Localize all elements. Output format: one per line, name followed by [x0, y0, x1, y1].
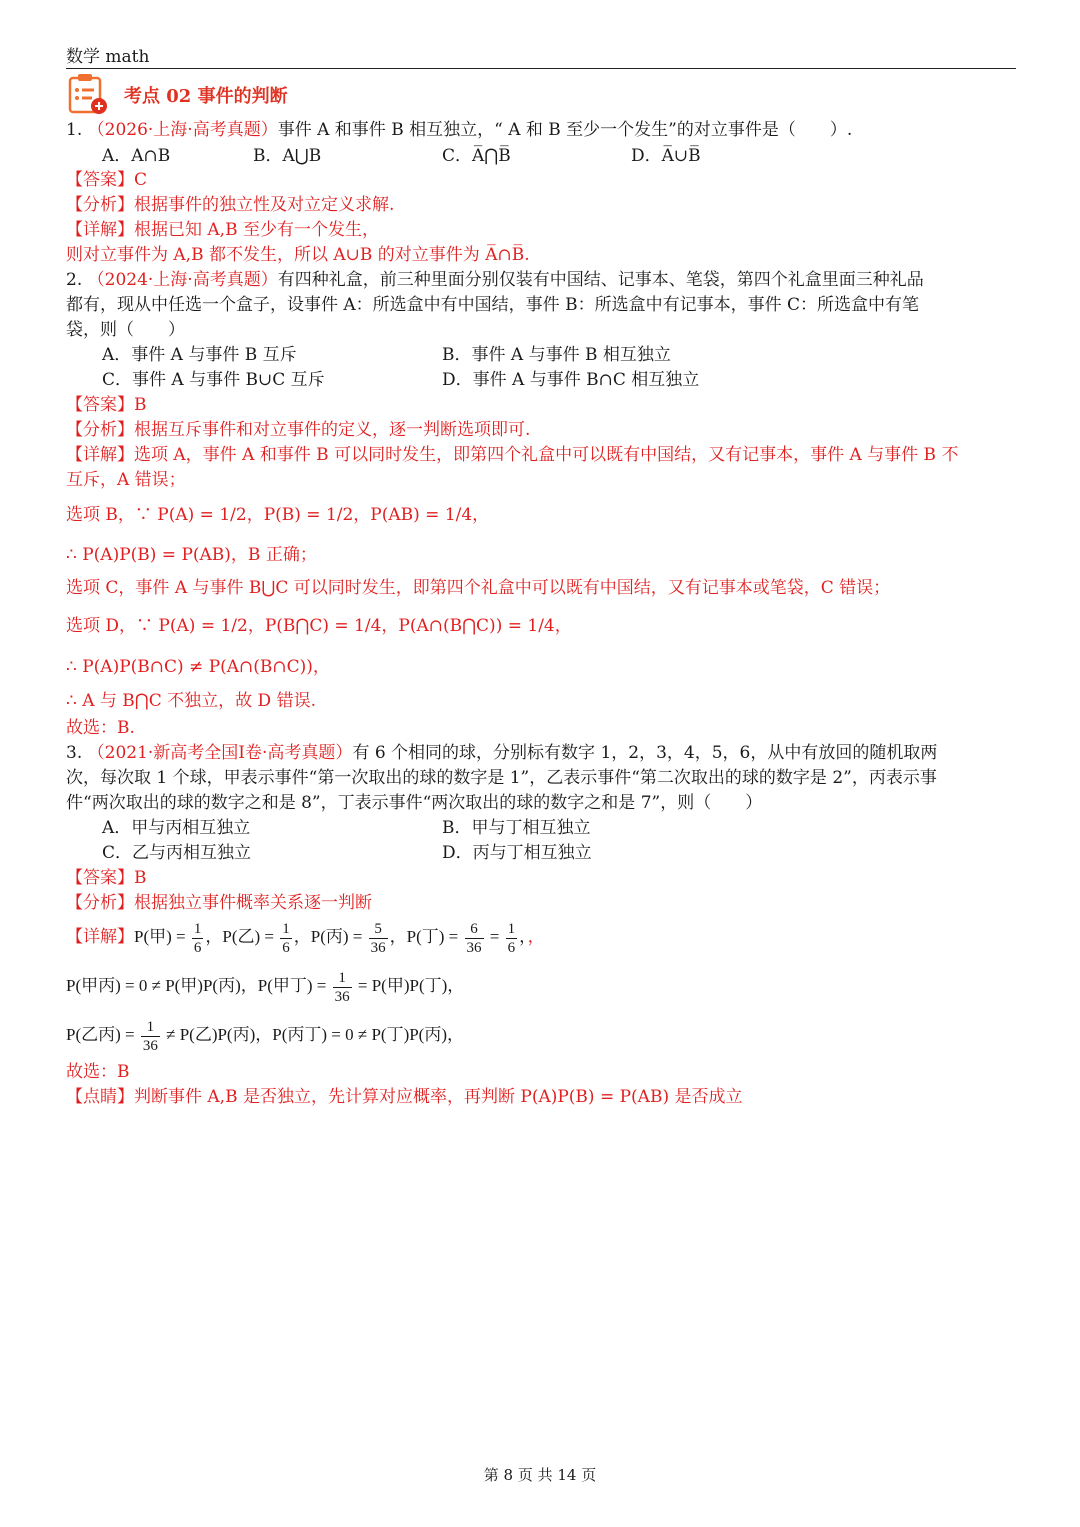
q2-source: （2024·上海·高考真题）: [87, 270, 278, 290]
q3-option-d: D．丙与丁相互独立: [442, 843, 592, 863]
q3-stem-line-2: 次，每次取 1 个球，甲表示事件“第一次取出的球的数字是 1”，乙表示事件“第二次取出的球的数字是 2”，丙表示事: [66, 768, 937, 788]
header-subject: 数学 math: [66, 47, 150, 67]
q2-detail-d2: ∴ P(A)P(B∩C) ≠ P(A∩(B∩C))，: [66, 657, 330, 677]
q2-option-b: B．事件 A 与事件 B 相互独立: [442, 345, 671, 365]
section-title: 考点 02 事件的判断: [124, 86, 288, 107]
q3-detail-probabilities: 【详解】P(甲) = $\frac{1}{6}$ ，P(乙) = $\frac{1}{6}$ ，P(丙) = $\frac{5}{36}$ ，P(丁) = $\frac{6}{36}$ = $\frac{1}{6}$ ，，: [66, 920, 545, 956]
q3-number: 3.: [66, 743, 83, 763]
page-header: [66, 42, 1016, 69]
q2-stem-line-3: 袋，则（ ）: [66, 320, 185, 340]
q2-answer: 【答案】B: [66, 395, 147, 415]
q3-option-b: B．甲与丁相互独立: [442, 818, 591, 838]
q3-choose: 故选：B: [66, 1062, 130, 1082]
q1-option-d: D．A̅∪B̅: [631, 146, 701, 166]
q3-detail-line-2: P(甲丙) = 0 ≠ P(甲)P(丙)，P(甲丁) = $\frac{1}{36}$ = P(甲)P(丁)，: [66, 969, 465, 1005]
q1-source: （2026·上海·高考真题）: [87, 120, 278, 140]
q2-stem-text-1: 有四种礼盒，前三种里面分别仅装有中国结、记事本、笔袋，第四个礼盒里面三种礼品: [277, 270, 924, 290]
q1-analysis: 【分析】根据事件的独立性及对立定义求解.: [66, 195, 395, 215]
q1-option-a: A．A∩B: [102, 146, 171, 166]
q1-option-b: B．A⋃B: [253, 146, 322, 166]
q2-detail-d: 选项 D，∵ P(A) = 1/2，P(B⋂C) = 1/4，P(A∩(B⋂C)) = 1/4，: [66, 616, 572, 636]
q2-option-a: A．事件 A 与事件 B 互斥: [102, 345, 297, 365]
q2-choose: 故选：B.: [66, 718, 135, 738]
q2-detail-c: 选项 C，事件 A 与事件 B⋃C 可以同时发生，即第四个礼盒中可以既有中国结，又有记事本或笔袋，C 错误；: [66, 578, 891, 598]
q3-point: 【点睛】判断事件 A,B 是否独立，先计算对应概率，再判断 P(A)P(B) = P(AB) 是否成立: [66, 1087, 743, 1107]
page-footer: 第 8 页 共 14 页: [483, 1466, 597, 1484]
section-heading: [66, 72, 1016, 116]
q2-stem-line-2: 都有，现从中任选一个盒子，设事件 A：所选盒中有中国结，事件 B：所选盒中有记事本，事件 C：所选盒中有笔: [66, 295, 919, 315]
q2-number: 2.: [66, 270, 83, 290]
q1-answer: 【答案】C: [66, 170, 148, 190]
q2-stem-line-1: [66, 268, 924, 292]
q3-detail-label: 【详解】: [66, 927, 134, 947]
q1-number: 1.: [66, 120, 83, 140]
q3-source: （2021·新高考全国Ⅰ卷·高考真题）: [87, 743, 353, 763]
q2-analysis: 【分析】根据互斥事件和对立事件的定义，逐一判断选项即可.: [66, 420, 531, 440]
q3-stem-line-3: 件“两次取出的球的数字之和是 8”，丁表示事件“两次取出的球的数字之和是 7”，则（ ）: [66, 793, 763, 813]
q3-option-c: C．乙与丙相互独立: [102, 843, 252, 863]
q1-option-c: C．A̅⋂B̅: [442, 146, 511, 166]
q2-detail-1: 【详解】选项 A，事件 A 和事件 B 可以同时发生，即第四个礼盒中可以既有中国结，又有记事本，事件 A 与事件 B 不: [66, 445, 959, 465]
q2-option-c: C．事件 A 与事件 B∪C 互斥: [102, 370, 325, 390]
q3-option-a: A．甲与丙相互独立: [102, 818, 251, 838]
q2-detail-b: 选项 B，∵ P(A) = 1/2，P(B) = 1/2，P(AB) = 1/4，: [66, 505, 490, 525]
q3-stem-text-1: 有 6 个相同的球，分别标有数字 1，2，3，4，5，6，从中有放回的随机取两: [352, 743, 938, 763]
q3-answer: 【答案】B: [66, 868, 147, 888]
q1-stem-text: 事件 A 和事件 B 相互独立，“ A 和 B 至少一个发生”的对立事件是（ ）.: [277, 120, 853, 140]
checklist-icon: [66, 72, 110, 116]
q2-detail-2: 互斥，A 错误；: [66, 470, 186, 490]
q1-stem: [66, 118, 852, 142]
q3-stem-line-1: [66, 741, 937, 765]
q2-detail-b2: ∴ P(A)P(B) = P(AB)，B 正确；: [66, 545, 317, 565]
q3-detail-line-3: P(乙丙) = $\frac{1}{36}$ ≠ P(乙)P(丙)，P(丙丁) = 0 ≠ P(丁)P(丙)，: [66, 1018, 465, 1054]
q2-detail-d3: ∴ A 与 B⋂C 不独立，故 D 错误.: [66, 691, 316, 711]
q2-option-d: D．事件 A 与事件 B∩C 相互独立: [442, 370, 700, 390]
q3-analysis: 【分析】根据独立事件概率关系逐一判断: [66, 893, 372, 913]
q1-detail-1: 【详解】根据已知 A,B 至少有一个发生，: [66, 220, 379, 240]
q1-detail-2: 则对立事件为 A,B 都不发生，所以 A∪B 的对立事件为 A̅∩B̅.: [66, 245, 530, 265]
